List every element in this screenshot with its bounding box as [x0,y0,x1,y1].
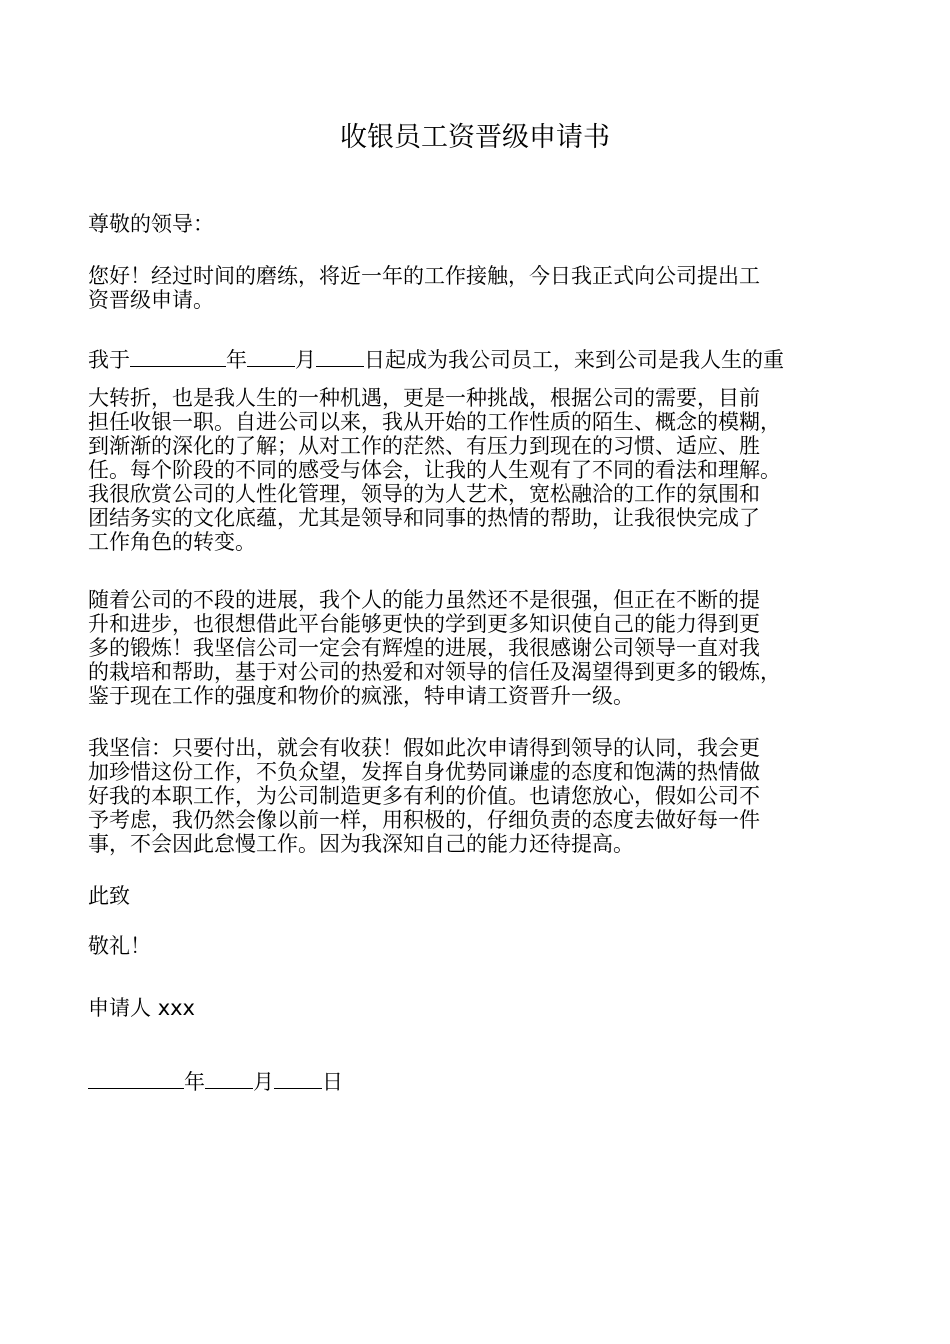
paragraph-2-first-line [88,348,888,372]
start-suffix: 日起成为我公司员工，来到公司是我人生的重 [364,348,784,372]
paragraph-line: 我坚信：只要付出，就会有收获！假如此次申请得到领导的认同，我会更 [88,736,760,760]
date-day-label: 日 [322,1070,343,1094]
paragraph-line: 好我的本职工作，为公司制造更多有利的价值。也请您放心，假如公司不 [88,784,760,808]
signature-name: xxx [157,996,195,1020]
paragraph-line: 担任收银一职。自进公司以来，我从开始的工作性质的陌生、概念的模糊， [88,410,781,434]
paragraph-line: 到渐渐的深化的了解；从对工作的茫然、有压力到现在的习惯、适应、胜 [88,434,760,458]
date-day-blank [274,1070,322,1089]
signature-label: 申请人 [88,996,151,1020]
date-year-blank [88,1070,184,1089]
paragraph-4 [88,736,888,856]
closing-line-1: 此致 [88,884,130,908]
start-day-blank [316,348,364,367]
paragraph-line: 我很欣赏公司的人性化管理，领导的为人艺术，宽松融洽的工作的氛围和 [88,482,760,506]
start-year-label: 年 [226,348,247,372]
salutation: 尊敬的领导： [88,212,214,236]
paragraph-line: 升和进步，也很想借此平台能够更快的学到更多知识使自己的能力得到更 [88,612,760,636]
paragraph-line: 予考虑，我仍然会像以前一样，用积极的，仔细负责的态度去做好每一件 [88,808,760,832]
paragraph-line: 事，不会因此怠慢工作。因为我深知自己的能力还待提高。 [88,832,634,856]
signature-line [88,996,888,1020]
date-line [88,1070,888,1094]
paragraph-line: 的栽培和帮助，基于对公司的热爱和对领导的信任及渴望得到更多的锻炼， [88,660,781,684]
paragraph-line: 团结务实的文化底蕴，尤其是领导和同事的热情的帮助，让我很快完成了 [88,506,760,530]
paragraph-line: 工作角色的转变。 [88,530,256,554]
date-year-label: 年 [184,1070,205,1094]
paragraph-line: 任。每个阶段的不同的感受与体会，让我的人生观有了不同的看法和理解。 [88,458,781,482]
start-year-blank [130,348,226,367]
start-prefix: 我于 [88,348,130,372]
paragraph-3 [88,588,888,708]
paragraph-line: 您好！经过时间的磨练，将近一年的工作接触，今日我正式向公司提出工 [88,264,760,288]
document-title: 收银员工资晋级申请书 [340,122,610,153]
paragraph-line: 资晋级申请。 [88,288,214,312]
start-month-label: 月 [295,348,316,372]
paragraph-line: 鉴于现在工作的强度和物价的疯涨，特申请工资晋升一级。 [88,684,634,708]
start-month-blank [247,348,295,367]
paragraph-2 [88,386,888,554]
date-month-label: 月 [253,1070,274,1094]
paragraph-line: 随着公司的不段的进展，我个人的能力虽然还不是很强，但正在不断的提 [88,588,760,612]
date-month-blank [205,1070,253,1089]
paragraph-1 [88,264,888,312]
closing-line-2: 敬礼！ [88,934,151,958]
paragraph-line: 大转折，也是我人生的一种机遇，更是一种挑战，根据公司的需要，目前 [88,386,760,410]
paragraph-line: 多的锻炼！我坚信公司一定会有辉煌的进展，我很感谢公司领导一直对我 [88,636,760,660]
paragraph-line: 加珍惜这份工作，不负众望，发挥自身优势同谦虚的态度和饱满的热情做 [88,760,760,784]
